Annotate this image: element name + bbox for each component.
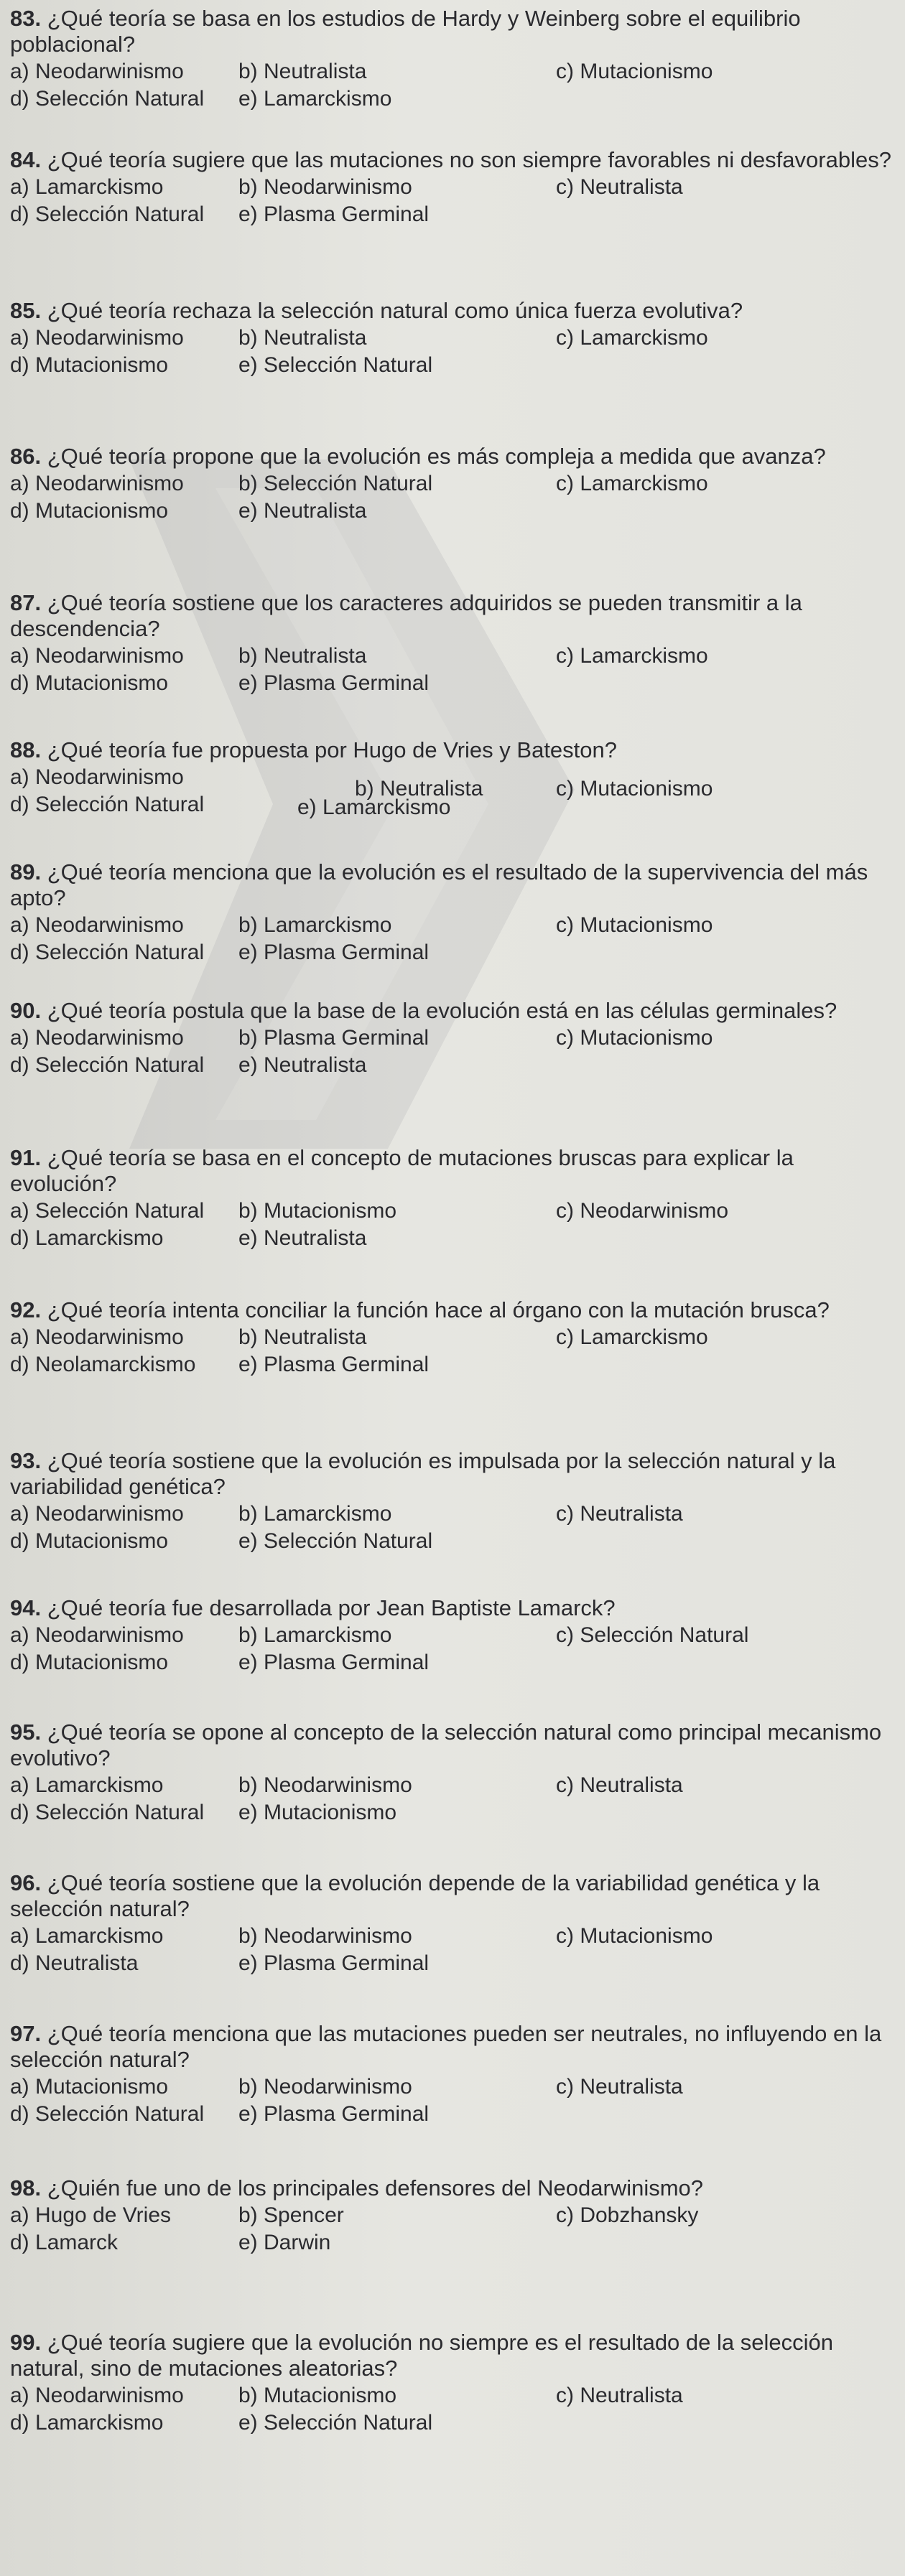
question-91 [10,1145,894,1253]
question-93 [10,1448,894,1556]
option-c[interactable]: c) Neutralista [556,2384,683,2407]
question-text: ¿Qué teoría sostiene que los caracteres adquiridos se pueden transmitir a la descendencia? [10,590,802,641]
question-83 [10,6,894,113]
question-stem [10,147,894,173]
option-b[interactable]: b) Neodarwinismo [238,1924,412,1948]
option-c[interactable]: c) Lamarckismo [556,644,708,668]
question-stem [10,444,894,470]
option-c[interactable]: c) Neutralista [556,1773,683,1797]
question-stem [10,1448,894,1500]
question-number: 96. [10,1870,42,1895]
question-stem [10,1297,894,1323]
options [10,1922,894,1978]
question-stem [10,1719,894,1771]
options [10,642,894,698]
question-89 [10,859,894,967]
question-stem [10,998,894,1024]
option-a[interactable]: a) Neodarwinismo [10,1502,184,1526]
option-c[interactable]: c) Selección Natural [556,1623,749,1647]
question-text: ¿Qué teoría sostiene que la evolución es impulsada por la selección natural y la variabilidad genética? [10,1448,836,1499]
question-88 [10,737,894,819]
option-e[interactable]: e) Plasma Germinal [238,202,430,226]
question-stem [10,298,894,324]
question-text: ¿Qué teoría intenta conciliar la función hace al órgano con la mutación brusca? [47,1297,830,1322]
question-text: ¿Qué teoría se opone al concepto de la selección natural como principal mecanismo evolutivo? [10,1719,882,1770]
question-number: 84. [10,147,42,172]
option-d[interactable]: d) Selección Natural [10,941,205,964]
option-a[interactable]: a) Neodarwinismo [10,913,184,937]
option-b[interactable]: b) Neutralista [238,1325,367,1349]
option-a[interactable]: a) Neodarwinismo [10,1026,184,1050]
option-e[interactable]: e) Plasma Germinal [238,1951,430,1975]
question-stem [10,859,894,911]
option-c[interactable]: c) Dobzhansky [556,2203,699,2227]
question-stem [10,2175,894,2201]
question-94 [10,1595,894,1677]
question-stem [10,2021,894,2073]
option-a[interactable]: a) Neodarwinismo [10,2384,184,2407]
question-stem [10,6,894,57]
option-d[interactable]: d) Selección Natural [10,202,205,226]
options [10,2201,894,2257]
option-a[interactable]: a) Selección Natural [10,1199,205,1223]
option-b[interactable]: b) Spencer [238,2203,344,2227]
option-a[interactable]: a) Neodarwinismo [10,472,184,495]
option-c[interactable]: c) Lamarckismo [556,1325,708,1349]
option-e[interactable]: e) Plasma Germinal [238,1651,430,1674]
option-a[interactable]: a) Neodarwinismo [10,60,184,83]
options [10,1500,894,1556]
question-95 [10,1719,894,1827]
question-number: 88. [10,737,42,762]
question-84 [10,147,894,229]
option-e[interactable]: e) Plasma Germinal [238,941,430,964]
option-c[interactable]: c) Lamarckismo [556,326,708,350]
question-99 [10,2330,894,2437]
option-a[interactable]: a) Neodarwinismo [10,1623,184,1647]
option-e[interactable]: e) Lamarckismo [238,87,392,111]
question-number: 92. [10,1297,42,1322]
question-number: 91. [10,1145,42,1170]
option-c[interactable]: c) Neutralista [556,175,683,199]
option-e[interactable]: e) Selección Natural [238,1529,433,1553]
question-85 [10,298,894,380]
question-97 [10,2021,894,2129]
option-d[interactable]: d) Lamarckismo [10,1226,164,1250]
option-b[interactable]: b) Neutralista [238,60,367,83]
question-stem [10,737,894,763]
option-c[interactable]: c) Mutacionismo [556,1924,713,1948]
option-d[interactable]: d) Neolamarckismo [10,1353,196,1376]
option-a[interactable]: a) Lamarckismo [10,1924,164,1948]
option-c[interactable]: c) Neodarwinismo [556,1199,729,1223]
question-98 [10,2175,894,2257]
option-d[interactable]: d) Mutacionismo [10,671,169,695]
question-text: ¿Qué teoría se basa en los estudios de Hardy y Weinberg sobre el equilibrio poblacional? [10,6,801,57]
options [10,173,894,229]
option-e[interactable]: e) Neutralista [238,499,367,523]
options [10,470,894,526]
option-d[interactable]: d) Mutacionismo [10,353,169,377]
option-c[interactable]: c) Mutacionismo [556,913,713,937]
option-c[interactable]: c) Mutacionismo [556,60,713,83]
question-stem [10,1145,894,1197]
option-d[interactable]: d) Selección Natural [10,87,205,111]
option-b[interactable]: b) Neutralista [238,644,367,668]
options [10,1197,894,1253]
options [10,1323,894,1379]
option-d[interactable]: d) Neutralista [10,1951,139,1975]
option-e[interactable]: e) Neutralista [238,1053,367,1077]
question-text: ¿Qué teoría se basa en el concepto de mutaciones bruscas para explicar la evolución? [10,1145,794,1196]
question-text: ¿Qué teoría rechaza la selección natural como única fuerza evolutiva? [47,298,743,323]
option-b[interactable]: b) Mutacionismo [238,1199,397,1223]
option-a[interactable]: a) Mutacionismo [10,2075,169,2099]
option-b[interactable]: b) Neutralista [238,326,367,350]
question-number: 85. [10,298,42,323]
option-e[interactable]: e) Mutacionismo [238,1801,397,1824]
question-number: 98. [10,2175,42,2201]
option-e[interactable]: e) Plasma Germinal [238,2102,430,2126]
question-stem [10,1870,894,1922]
option-c[interactable]: c) Mutacionismo [556,1026,713,1050]
question-number: 93. [10,1448,42,1473]
option-a[interactable]: a) Neodarwinismo [10,326,184,350]
option-b[interactable]: b) Selección Natural [238,472,433,495]
question-92 [10,1297,894,1379]
option-d[interactable]: d) Lamarck [10,2231,119,2254]
option-d[interactable]: d) Mutacionismo [10,499,169,523]
question-text: ¿Qué teoría sostiene que la evolución depende de la variabilidad genética y la selección natural? [10,1870,820,1921]
options [10,911,894,967]
question-90 [10,998,894,1080]
question-number: 97. [10,2021,42,2046]
question-stem [10,2330,894,2381]
option-c[interactable]: c) Neutralista [556,1502,683,1526]
question-number: 90. [10,998,42,1023]
question-number: 94. [10,1595,42,1620]
option-e[interactable]: e) Plasma Germinal [238,671,430,695]
option-d[interactable]: d) Selección Natural [10,1801,205,1824]
option-b[interactable]: b) Lamarckismo [238,913,392,937]
question-number: 87. [10,590,42,615]
option-a[interactable]: a) Lamarckismo [10,1773,164,1797]
option-e[interactable]: e) Selección Natural [238,2411,433,2435]
option-e[interactable]: e) Lamarckismo [297,795,451,819]
option-b[interactable]: b) Lamarckismo [238,1502,392,1526]
option-d[interactable]: d) Lamarckismo [10,2411,164,2435]
option-b[interactable]: b) Plasma Germinal [238,1026,430,1050]
question-text: ¿Qué teoría sugiere que la evolución no siempre es el resultado de la selección natural, sino de mutaciones aleatorias? [10,2330,833,2381]
question-text: ¿Qué teoría menciona que la evolución es el resultado de la supervivencia del más apto? [10,859,868,910]
option-b[interactable]: b) Lamarckismo [238,1623,392,1647]
option-a[interactable]: a) Neodarwinismo [10,765,184,789]
option-e[interactable]: e) Selección Natural [238,353,433,377]
option-c[interactable]: c) Lamarckismo [556,472,708,495]
option-c[interactable]: c) Neutralista [556,2075,683,2099]
option-d[interactable]: d) Mutacionismo [10,1651,169,1674]
question-86 [10,444,894,526]
options [10,763,894,819]
question-stem [10,590,894,642]
question-text: ¿Quién fue uno de los principales defensores del Neodarwinismo? [47,2175,704,2201]
options [10,57,894,113]
options [10,324,894,380]
option-b[interactable]: b) Neodarwinismo [238,2075,412,2099]
option-b[interactable]: b) Mutacionismo [238,2384,397,2407]
option-e[interactable]: e) Neutralista [238,1226,367,1250]
option-a[interactable]: a) Neodarwinismo [10,644,184,668]
question-number: 83. [10,6,42,31]
option-d[interactable]: d) Mutacionismo [10,1529,169,1553]
question-text: ¿Qué teoría fue desarrollada por Jean Baptiste Lamarck? [47,1595,616,1620]
question-text: ¿Qué teoría fue propuesta por Hugo de Vries y Bateston? [47,737,618,762]
options [10,1024,894,1080]
options [10,1771,894,1827]
option-b[interactable]: b) Neodarwinismo [238,175,412,199]
question-text: ¿Qué teoría propone que la evolución es más compleja a medida que avanza? [47,444,826,469]
options [10,1621,894,1677]
question-number: 95. [10,1719,42,1745]
question-text: ¿Qué teoría menciona que las mutaciones pueden ser neutrales, no influyendo en la selección natural? [10,2021,882,2072]
option-e[interactable]: e) Plasma Germinal [238,1353,430,1376]
option-a[interactable]: a) Lamarckismo [10,175,164,199]
question-number: 86. [10,444,42,469]
option-a[interactable]: a) Neodarwinismo [10,1325,184,1349]
option-a[interactable]: a) Hugo de Vries [10,2203,172,2227]
option-e[interactable]: e) Darwin [238,2231,331,2254]
option-c[interactable]: c) Mutacionismo [556,777,713,801]
question-text: ¿Qué teoría postula que la base de la evolución está en las células germinales? [47,998,837,1023]
question-number: 99. [10,2330,42,2355]
question-96 [10,1870,894,1978]
question-number: 89. [10,859,42,885]
option-d[interactable]: d) Selección Natural [10,2102,205,2126]
option-d[interactable]: d) Selección Natural [10,793,205,816]
options [10,2073,894,2129]
question-text: ¿Qué teoría sugiere que las mutaciones no son siempre favorables ni desfavorables? [47,147,891,172]
option-b[interactable]: b) Neutralista [355,777,483,801]
option-d[interactable]: d) Selección Natural [10,1053,205,1077]
option-b[interactable]: b) Neodarwinismo [238,1773,412,1797]
question-87 [10,590,894,698]
options [10,2381,894,2437]
question-stem [10,1595,894,1621]
